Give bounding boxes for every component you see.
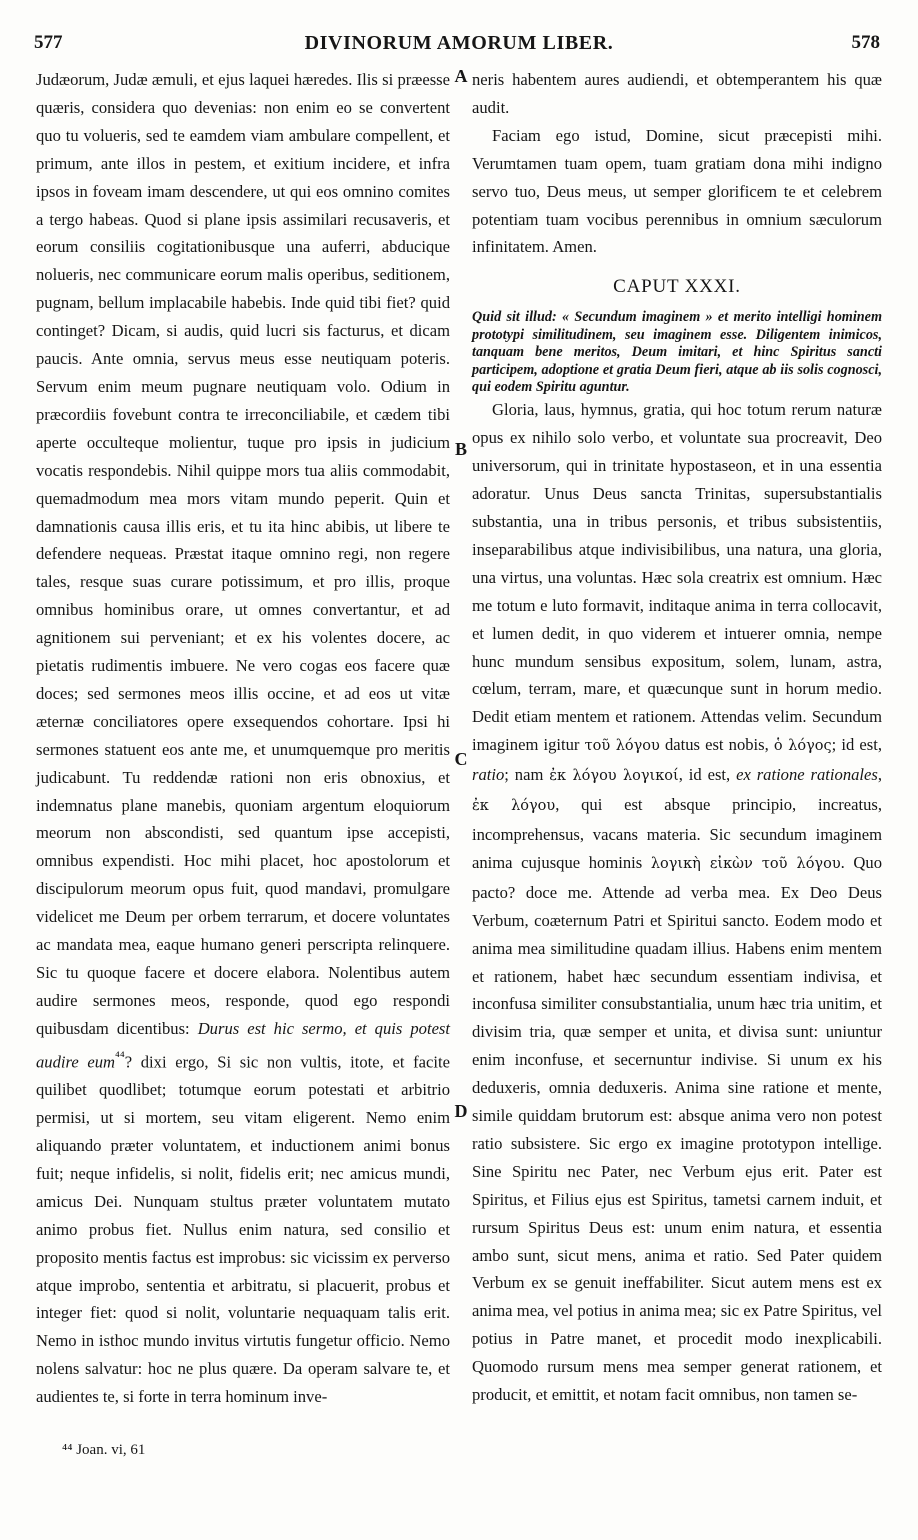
right-paragraph-2: Faciam ego istud, Domine, sicut præcepisti mihi. Verumtamen tuam opem, tuam gratiam dona mihi indigno servo tuo, Deus meus, ut semper glorificem te et celebrem potentiam tuam vocibus perennibus in omnium sæculorum infinitatem. Amen. <box>472 125 882 257</box>
greek-text: ὁ λόγος <box>773 738 832 755</box>
running-header <box>34 32 884 58</box>
chapter-heading: CAPUT XXXI. <box>613 276 741 298</box>
text-run: . Quo pacto? doce me. Attende ad verba mea. Ex Deo Deus Verbum, coæternum Patri et Spiritui sancto. Eodem modo et anima mea similitudine quadam illius. Habens enim mentem et rationem, habet hæc secundum essentiam indivisa, et inconfusa similiter consubstantialia, unum hæc tria unitim, et divisim tria, quæ semper et unita, et divisa sunt: uniuntur enim inconfuse, et secernuntur indivise. Si unum ex his deduxeris, omnia deduxeris. Anima sine ratione et mente, simile quiddam brutorum est: absque anima vero non potest ratio subsistere. Sic ergo ex imagine prototypon intellige. Sine Spiritu nec Pater, nec Verbum ejus erit. Pater est Spiritus, et Filius ejus est Spiritus, tametsi carnem induit, et rursum Spiritus Deus est: unum enim natura, et essentia ambo sunt, sicut mens, anima et ratio. Sed Pater quidem Verbum ex se genuit ineffabiliter. Sicut autem mens est ex anima mea, vel potius in anima mea; sic ex Patre Spiritus, vel potius in Patre manet, et procedit modo inexplicabili. Quomodo rursum mens mea semper generat rationem, et producit, et emittit, et notam facit omnibus, non tamen se- <box>472 852 882 1405</box>
right-paragraph-1: neris habentem aures audiendi, et obtemperantem his quæ audit. <box>472 70 882 117</box>
margin-letter-c: C <box>454 749 468 769</box>
text-run: ; id est, <box>831 735 882 755</box>
scripture-quote: Durus est hic sermo, et quis potest audire eum <box>36 1018 451 1072</box>
left-text-2: ? dixi ergo, Si sic non vultis, itote, et facite quilibet quodlibet; totumque eorum potestati et arbitrio permisi, ut si mortem, seu vitam eligerent. Nemo enim aliquando præter voluntatem, et inductionem animi bonus fuit; neque infidelis, si nolit, fidelis erit; nec amicus mundi, amicus Dei. Nunquam stultus præter voluntatem mutato animo probus fiet. Nullus enim natura, sed consilio et proposito mentis factus est improbus: sic vicissim ex perverso atque improbo, sententia et arbitratu, si placuerit, probus et integer fiet: quod si nolit, voluntarie nequaquam talis erit. Nemo in isthoc mundo invitus virtutis fungetur officio. Nemo nolens salvatur: hoc ne plus quære. Da operam salvare te, et audientes te, si forte in terra hominum inve- <box>36 1052 450 1407</box>
greek-text: ἐκ λόγου λογικοί <box>549 768 679 785</box>
text-run: , <box>877 765 882 785</box>
text-run: Gloria, laus, hymnus, gratia, qui hoc totum rerum naturæ opus ex nihilo solo verbo, et voluntate sua procreavit, Deo universorum, qui in trinitate hypostaseon, et in una essentia adoratur. Unus Deus sancta Trinitas, supersubstantialis substantia, una in tribus personis, et tribus subsistentiis, inseparabilibus atque indivisibilibus, una natura, una gloria, una virtus, una voluntas. Hæc sola creatrix est omnium. Hæc me totum e luto formavit, inditaque anima in terra collocavit, et lumen dedit, in quo viderem et intuerer omnia, nempe hunc mundum sensibus expositum, solem, lunam, astra, cœlum, terram, mare, et quæcunque sunt in horum medio. Dedit etiam mentem et rationem. Attendas velim. Secundum imaginem igitur <box>472 400 882 755</box>
italic-text: ex ratione rationales <box>736 765 878 785</box>
text-run: , qui est absque principio, increatus, incomprehensus, vacans materia. Sic secundum imaginem anima cujusque hominis <box>472 795 882 872</box>
page-number-right: 578 <box>851 32 880 53</box>
left-text-1: Judæorum, Judæ æmuli, et ejus laquei hæredes. Ilis si præesse quæris, considera quo devenias: non enim eo se convertent quo tu volueris, sed te eamdem viam ambulare compellent, et primum, ante illos in pestem, et exitium incidere, et infra ipsos in foveam imam descendere, ut qui eos omnino comites a tergo habeas. Quod si plane ipsis assimilari recusaveris, et eorum consiliis cogitationibusque una auferri, abducique nolueris, nec communicare eorum malis operibus, seditionem, pugnam, bellum implacabile habebis. Inde quid tibi fiet? quid continget? Dicam, si audis, quid lucri sis facturus, et dicam paucis. Ante omnia, servus meus esse neutiquam poteris. Servum enim meum pugnare neutiquam volo. Odium in præcordiis fovebunt contra te irreconciliabile, et cædem tibi aperte occulteque molientur, tuque pro ipsis in judicium vocatis respondebis. Nihil quippe mors tua aliis commodabit, quemadmodum mea mors vitam mundo peperit. Quin et damnationis causa illis eris, et tu ita hinc abibis, ut libere te defendere nequeas. Præstat itaque omnino regi, non regere tales, resque suas curare potissimum, et pro illis, proque omnibus hominibus orare, ut omnes convertantur, et ad agnitionem sui perveniant; et ex his volentes docere, ac pietatis rudimentis imbuere. Ne vero cogas eos facere quæ doces; sed sermones meos illis occine, et ad eos ut vitæ æternæ conciliatores opere exsequendos cohortare. Ipsi hi sermones statuent eos ante me, et unumquemque pro meritis judicabunt. Tu reddendæ rationi non eris obnoxius, et indemnatus plane manebis, quoniam argentum eloquiorum meorum non abscondisti, sed quantum ipse accepisti, omnibus expendisti. Hoc mihi placet, hoc apostolorum et discipulorum meorum opus fuit, quod mandavi, promulgare videlicet me Deum per orbem terrarum, et docere voluntates ac mandata mea, eaque humano generi perscripta relinquere. Sic tu quoque facere et docere elabora. Nolentibus autem audire sermones meos, responde, quod ego respondi quibusdam dicentibus: <box>36 70 450 1038</box>
chapter-summary: Quid sit illud: « Secundum imaginem » et merito intelligi hominem prototypi similitudinem, seu imaginem esse. Diligentem inimicos, tanquam bene meritos, Deum imitari, et hinc Spiritus sancti participem, adoptione et gratia Deum fieri, atque ab iis solis cognosci, qui eodem Spiritu aguntur. <box>472 309 882 395</box>
text-run: ; nam <box>504 765 544 785</box>
greek-text: λογικὴ εἰκὼν τοῦ λόγου <box>650 855 841 872</box>
left-paragraph <box>36 66 450 1411</box>
text-run: datus est nobis, <box>664 735 769 755</box>
margin-letter-b: B <box>454 439 467 459</box>
right-paragraph-3 <box>472 396 882 1409</box>
left-column <box>36 66 450 1411</box>
running-title: DIVINORUM AMORUM LIBER. <box>304 32 614 54</box>
page-number-left: 577 <box>34 32 63 53</box>
text-run: , id est, <box>678 765 731 785</box>
margin-letter-a: A <box>454 66 468 86</box>
italic-text: ratio <box>472 765 505 785</box>
greek-text: ἐκ λόγου <box>472 798 556 815</box>
footnote: ⁴⁴ Joan. vi, 61 <box>62 1442 146 1458</box>
greek-text: τοῦ λόγου <box>584 738 660 755</box>
footnote-marker: ⁴⁴ <box>115 1048 125 1064</box>
right-column <box>472 66 882 1409</box>
margin-letter-d: D <box>454 1101 468 1121</box>
